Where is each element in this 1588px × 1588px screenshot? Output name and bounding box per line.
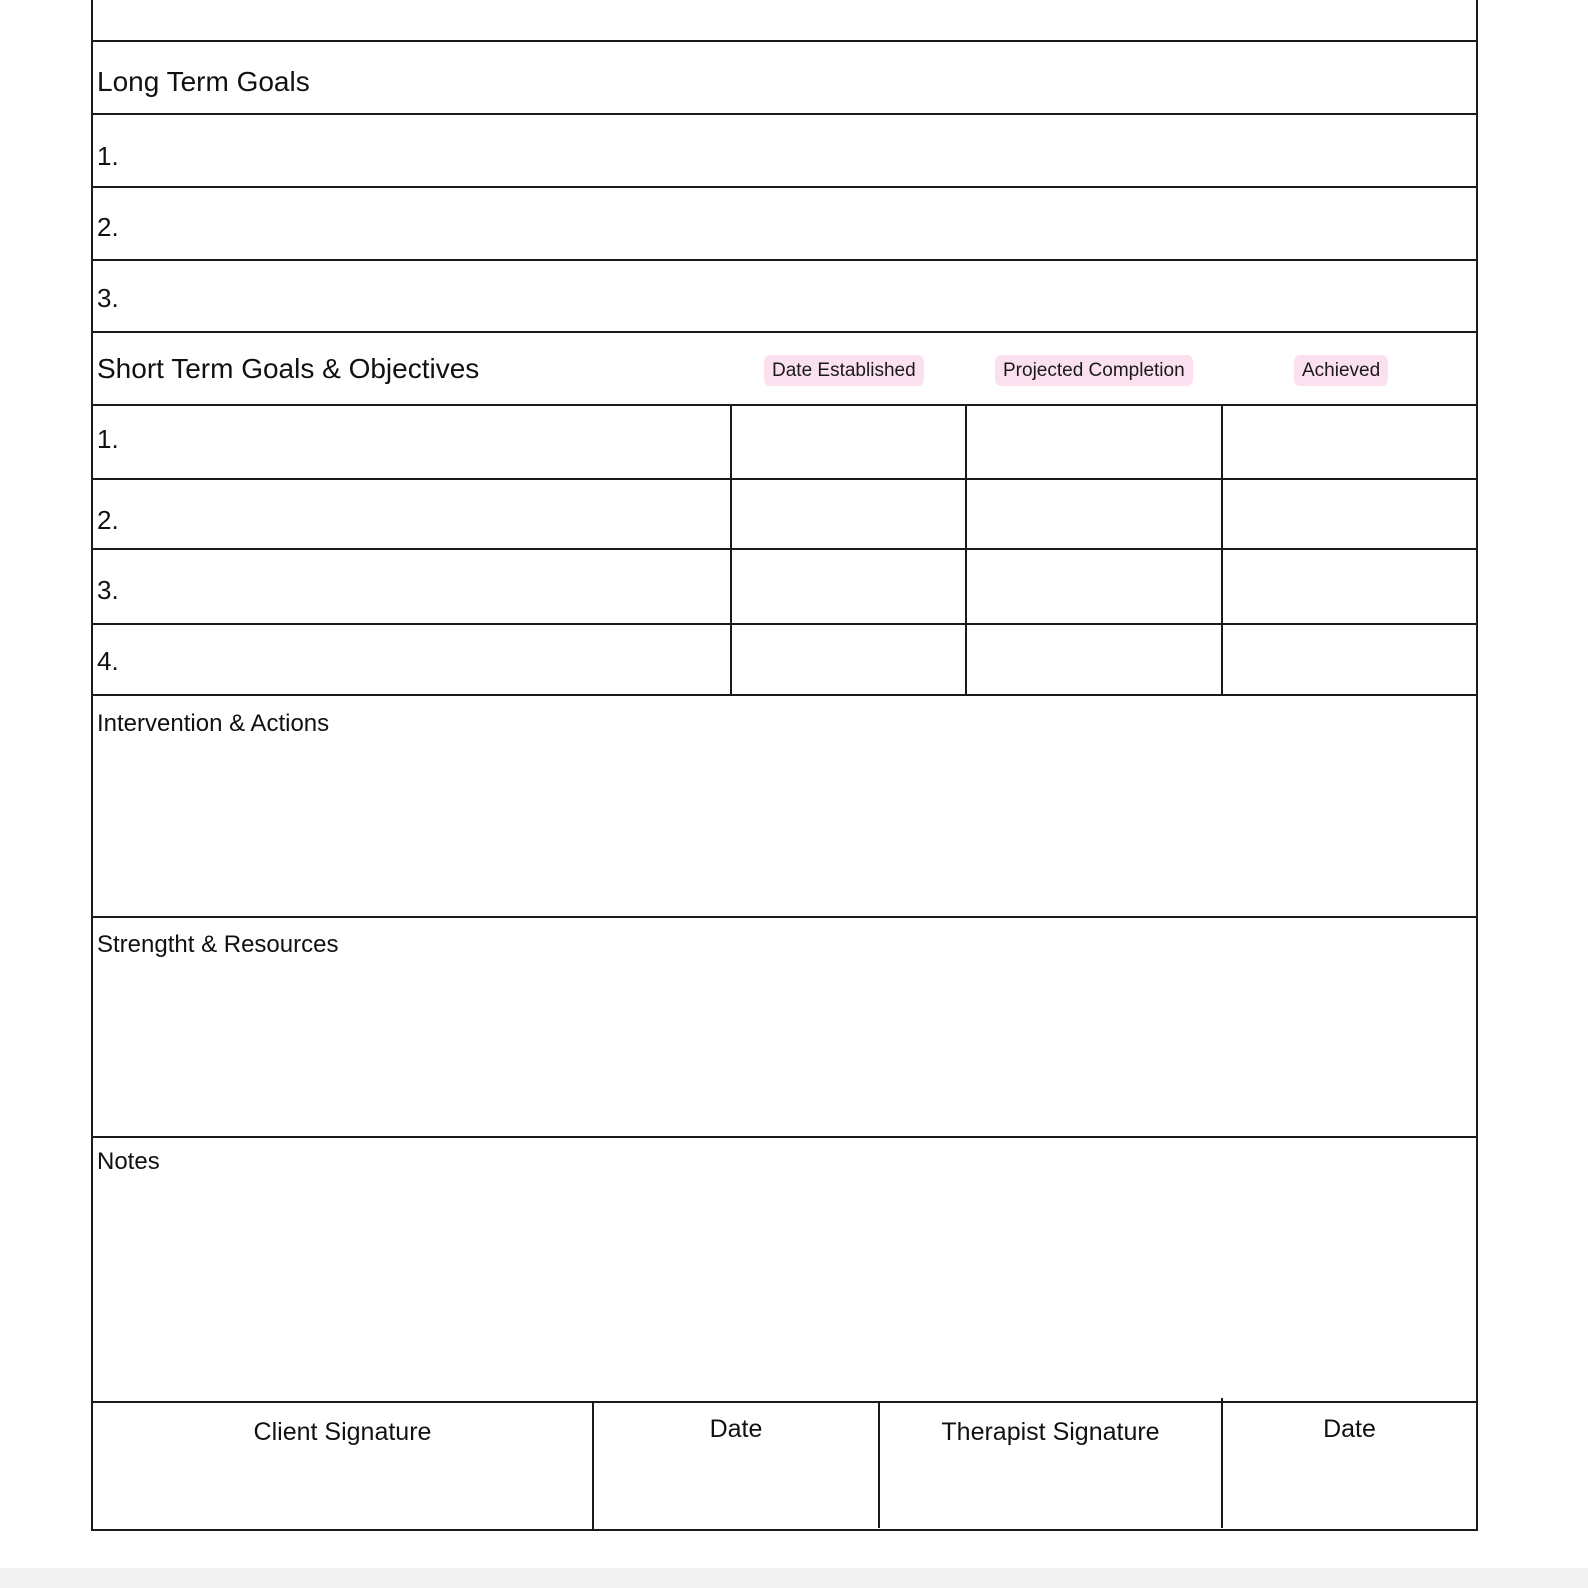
form-bottom-border — [91, 1529, 1478, 1531]
short-term-goal-number: 4. — [97, 646, 119, 676]
strengths-resources-heading: Strengtht & Resources — [97, 931, 339, 958]
short-term-goals-heading: Short Term Goals & Objectives — [97, 353, 480, 384]
date-established-header: Date Established — [764, 355, 924, 386]
client-signature-label: Client Signature — [253, 1418, 432, 1446]
form-right-border — [1476, 0, 1478, 1531]
long-term-goal-number: 3. — [97, 283, 119, 313]
divider — [91, 1136, 1478, 1138]
divider — [91, 1401, 1478, 1403]
divider — [91, 548, 1478, 550]
divider — [91, 478, 1478, 480]
projected-completion-header: Projected Completion — [995, 355, 1193, 386]
notes-heading: Notes — [97, 1148, 160, 1175]
therapist-signature-label: Therapist Signature — [941, 1418, 1160, 1446]
form-left-border — [91, 0, 93, 1531]
divider — [91, 694, 1478, 696]
page-bottom-margin — [0, 1568, 1588, 1588]
short-term-goal-number: 3. — [97, 575, 119, 605]
divider — [91, 623, 1478, 625]
divider — [91, 331, 1478, 333]
client-date-label: Date — [709, 1415, 763, 1443]
short-term-goal-number: 1. — [97, 424, 119, 454]
long-term-goals-heading: Long Term Goals — [97, 66, 310, 97]
achieved-header: Achieved — [1294, 355, 1388, 386]
divider — [91, 186, 1478, 188]
long-term-goal-number: 1. — [97, 141, 119, 171]
divider — [91, 404, 1478, 406]
short-term-goal-number: 2. — [97, 505, 119, 535]
divider — [91, 916, 1478, 918]
intervention-actions-heading: Intervention & Actions — [97, 710, 330, 737]
therapist-date-label: Date — [1323, 1415, 1376, 1443]
column-divider — [965, 404, 967, 694]
column-divider — [1221, 404, 1223, 694]
divider — [91, 259, 1478, 261]
long-term-goal-number: 2. — [97, 212, 119, 242]
divider — [91, 113, 1478, 115]
divider — [91, 40, 1478, 42]
column-divider — [730, 404, 732, 694]
